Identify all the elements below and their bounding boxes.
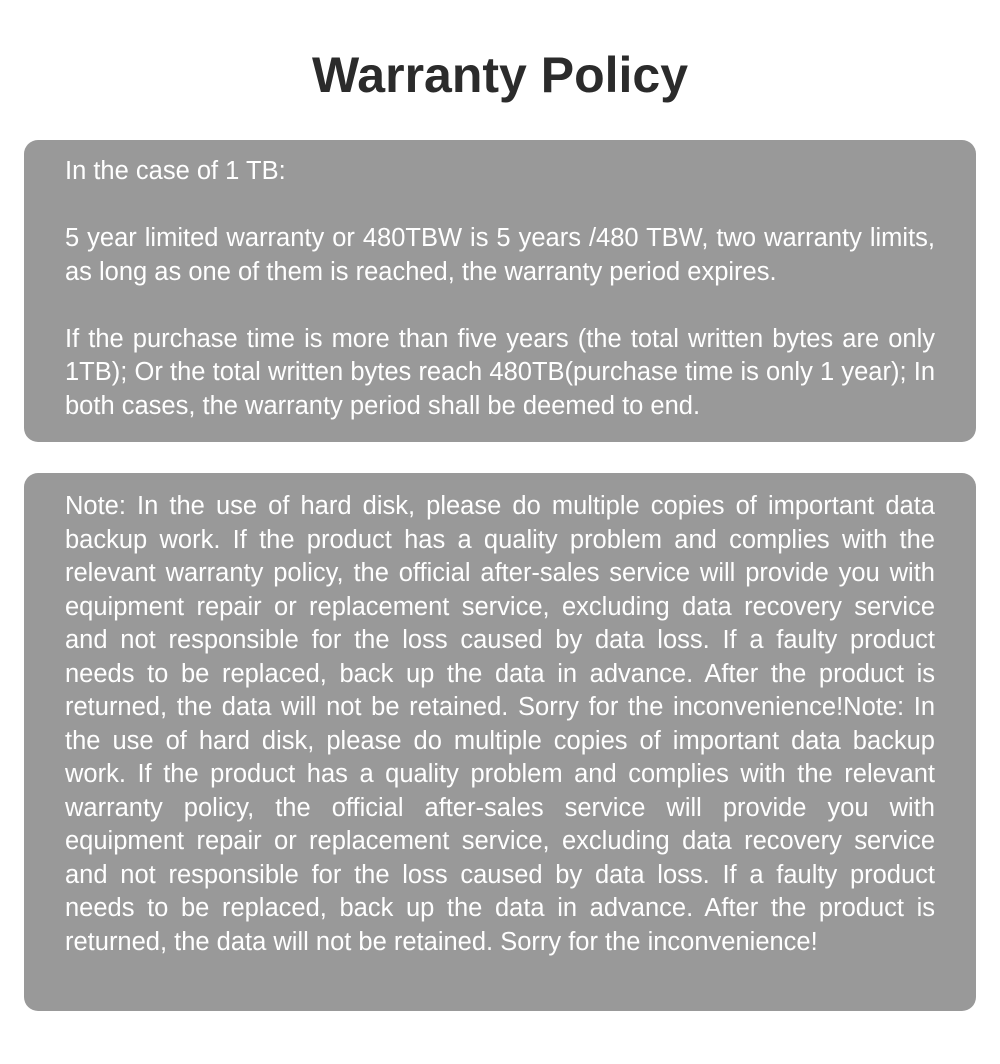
data-backup-note-text: Note: In the use of hard disk, please do multiple copies of important data backup work. If the product has a quality problem and complies with the relevant warranty policy, the official after-sales service will provide you with equipment repair or replacement service, excluding data recovery service and not responsible for the loss caused by data loss. If a faulty product needs to be replaced, back up the data in advance. After the product is returned, the data will not be retained. Sorry for the inconvenience!Note: In the use of hard disk, please do multiple copies of important data backup work. If the product has a quality problem and complies with the relevant warranty policy, the official after-sales service will provide you with equipment repair or replacement service, excluding data recovery service and not responsible for the loss caused by data loss. If a faulty product needs to be replaced, back up the data in advance. After the product is returned, the data will not be retained. Sorry for the inconvenience! [65,492,935,956]
capacity-heading: In the case of 1 TB: [65,157,286,185]
data-backup-note-card [24,473,976,1011]
warranty-terms-card [24,140,976,442]
warranty-terms-body [65,222,935,457]
warranty-end-conditions-paragraph: If the purchase time is more than five years (the total written bytes are only 1TB); Or the total written bytes reach 480TB(purchase time is only 1 year); In both cases, the warranty period shall be deemed to end. [65,324,935,420]
warranty-limits-paragraph: 5 year limited warranty or 480TBW is 5 years /480 TBW, two warranty limits, as long as one of them is reached, the warranty period expires. [65,224,935,286]
page-title: Warranty Policy [311,47,689,103]
